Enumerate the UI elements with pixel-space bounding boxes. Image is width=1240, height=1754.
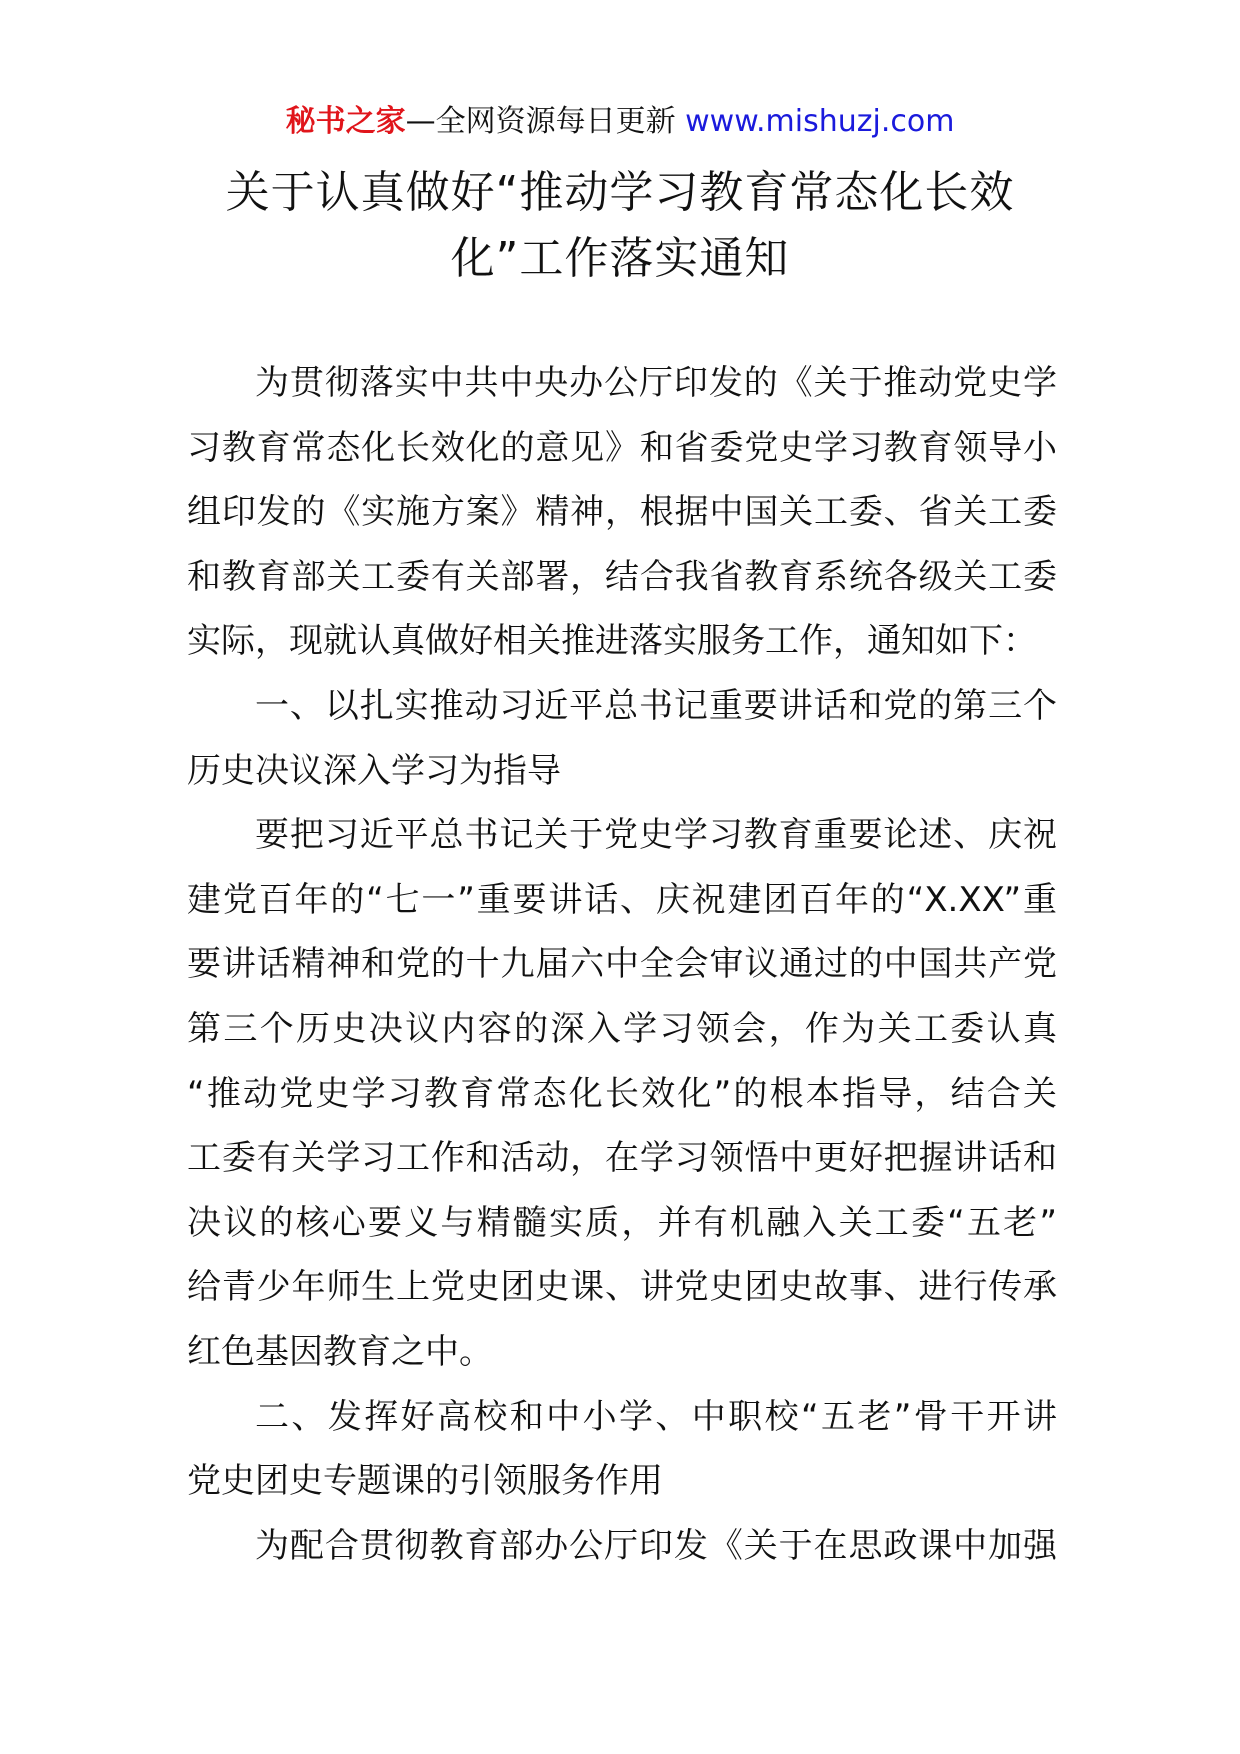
site-header: [0, 100, 1240, 144]
site-brand: 秘书之家: [285, 104, 406, 139]
site-url-link[interactable]: www.mishuzj.com: [685, 104, 955, 139]
body-line: 实际，现就认真做好相关推进落实服务工作，通知如下：: [187, 621, 1037, 662]
body-line: 工委有关学习工作和活动，在学习领悟中更好把握讲话和: [187, 1138, 1057, 1179]
body-line: 组印发的《实施方案》精神，根据中国关工委、省关工委: [187, 492, 1057, 533]
section-heading-line: 二、发挥好高校和中小学、中职校“五老”骨干开讲: [255, 1396, 1057, 1437]
site-slogan: —全网资源每日更新: [405, 104, 676, 139]
body-line: 习教育常态化长效化的意见》和省委党史学习教育领导小: [187, 427, 1057, 468]
body-line: “推动党史学习教育常态化长效化”的根本指导，结合关: [187, 1073, 1057, 1114]
body-line: 第三个历史决议内容的深入学习领会，作为关工委认真: [187, 1008, 1057, 1049]
body-line: 为贯彻落实中共中央办公厅印发的《关于推动党史学: [255, 363, 1057, 403]
body-line: 建党百年的“七一”重要讲话、庆祝建团百年的“X.XX”重: [187, 879, 1057, 920]
body-line: 给青少年师生上党史团史课、讲党史团史故事、进行传承: [187, 1267, 1057, 1308]
body-line: 决议的核心要义与精髓实质，并有机融入关工委“五老”: [187, 1202, 1057, 1243]
body-line: 要讲话精神和党的十九届六中全会审议通过的中国共产党: [187, 944, 1057, 985]
document-body: [187, 351, 1057, 1578]
section-heading-line: 一、以扎实推动习近平总书记重要讲话和党的第三个: [255, 685, 1057, 726]
body-line: 和教育部关工委有关部署，结合我省教育系统各级关工委: [187, 556, 1057, 597]
section-heading-line: 历史决议深入学习为指导: [187, 750, 561, 791]
body-line: 要把习近平总书记关于党史学习教育重要论述、庆祝: [255, 815, 1057, 856]
section-heading-line: 党史团史专题课的引领服务作用: [187, 1461, 663, 1502]
title-line-1: 关于认真做好“推动学习教育常态化长效: [225, 167, 1015, 218]
document-title: [160, 160, 1080, 292]
body-line: 为配合贯彻教育部办公厅印发《关于在思政课中加强: [255, 1525, 1057, 1566]
body-line: 红色基因教育之中。: [187, 1331, 493, 1372]
title-line-2: 化”工作落实通知: [450, 233, 790, 284]
